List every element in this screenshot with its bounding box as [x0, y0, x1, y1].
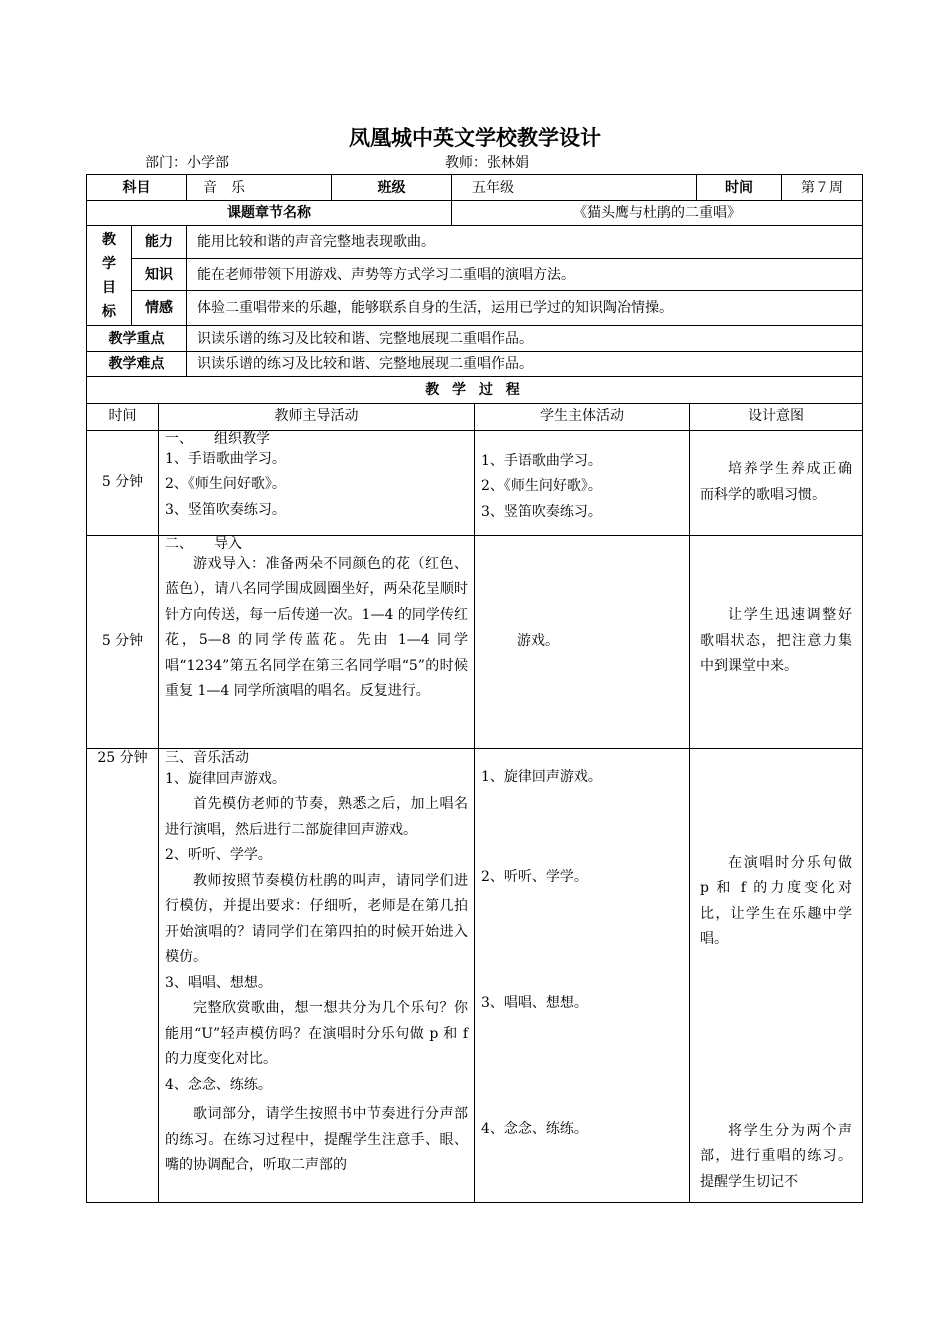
subject-value: 音 乐: [187, 175, 332, 201]
row2-teacher-heading: 二、 导入: [165, 535, 242, 552]
header-student: 学生主体活动: [475, 404, 690, 431]
row3-teacher-body: 完整欣赏歌曲，想一想共分为几个乐句？你能用“U”轻声模仿吗？在演唱时分乐句做 p 和 f 的力度变化对比。: [165, 1000, 468, 1067]
row3-teacher-body: 教师按照节奏模仿杜鹃的叫声，请同学们进行模仿，并提出要求：仔细听，老师是在第几拍开始演唱的？请同学们在第四拍的时候开始进入模仿。: [165, 872, 468, 965]
row3-teacher-body: 首先模仿老师的节奏，熟悉之后，加上唱名进行演唱，然后进行二部旋律回声游戏。: [165, 796, 468, 838]
subject-label: 科目: [87, 175, 187, 201]
goal-ability-text: 能用比较和谐的声音完整地表现歌曲。: [187, 226, 863, 259]
key-point-text: 识读乐谱的练习及比较和谐、完整地展现二重唱作品。: [187, 326, 863, 352]
row3-student-line: 1、旋律回声游戏。: [481, 768, 602, 785]
row2-time: 5 分钟: [87, 535, 159, 748]
goal-knowledge-text: 能在老师带领下用游戏、声势等方式学习二重唱的演唱方法。: [187, 259, 863, 291]
goal-emotion-text: 体验二重唱带来的乐趣，能够联系自身的生活，运用已学过的知识陶冶情操。: [187, 291, 863, 326]
row3-student-line: 2、听听、学学。: [481, 869, 588, 885]
row3-intent-text: 在演唱时分乐句做 p 和 f 的力度变化对比，让学生在乐趣中学唱。: [700, 854, 852, 947]
key-point-label: 教学重点: [87, 326, 187, 352]
row1-student: [475, 430, 690, 535]
goal-ability-label: 能力: [132, 226, 187, 259]
class-value: 五年级: [452, 175, 697, 201]
row1-student-line: 1、手语歌曲学习。: [481, 452, 602, 469]
row3-teacher: [159, 748, 475, 1202]
goals-side-label: 教 学 目 标: [87, 226, 132, 326]
goal-emotion-label: 情感: [132, 291, 187, 326]
department-label: 部门：小学部: [145, 155, 229, 171]
header-intent: 设计意图: [690, 404, 863, 431]
row3-intent: [690, 748, 863, 1202]
info-table: [86, 174, 863, 404]
header-time: 时间: [87, 404, 159, 431]
row3-teacher-item: 3、唱唱、想想。: [165, 974, 272, 991]
row1-teacher-line: 2、《师生问好歌》。: [165, 476, 286, 492]
difficult-point-text: 识读乐谱的练习及比较和谐、完整地展现二重唱作品。: [187, 352, 863, 377]
row2-teacher-body: 游戏导入：准备两朵不同颜色的花（红色、蓝色），请八名同学围成圆圈坐好，两朵花呈顺时针方向传送，每一后传递一次。1—4 的同学传红花，5—8 的同学传蓝花。先由 1—4 同学唱“1234”第五名同学在第三名同学唱“5”的时候重复 1—4 同学所演唱的唱名。反复进行。: [165, 555, 468, 699]
row1-student-line: 3、竖笛吹奏练习。: [481, 503, 602, 520]
header-teacher: 教师主导活动: [159, 404, 475, 431]
row3-teacher-item: 1、旋律回声游戏。: [165, 770, 286, 787]
process-table: [86, 403, 863, 1203]
row3-student: [475, 748, 690, 1202]
teacher-label: 教师：张林娟: [445, 155, 529, 171]
row3-teacher-body: 歌词部分，请学生按照书中节奏进行分声部的练习。在练习过程中，提醒学生注意手、眼、嘴的协调配合，听取二声部的: [165, 1106, 468, 1173]
process-heading: 教 学 过 程: [87, 377, 863, 404]
row1-teacher-line: 3、竖笛吹奏练习。: [165, 501, 286, 518]
row2-intent: 让学生迅速调整好歌唱状态，把注意力集中到课堂中来。: [690, 535, 863, 748]
row1-time: 5 分钟: [87, 430, 159, 535]
row3-teacher-heading: 三、音乐活动: [165, 749, 249, 766]
row2-student: 游戏。: [475, 535, 690, 748]
topic-label: 课题章节名称: [87, 201, 452, 226]
topic-value: 《猫头鹰与杜鹃的二重唱》: [452, 201, 863, 226]
time-label: 时间: [697, 175, 782, 201]
row3-student-line: 3、唱唱、想想。: [481, 994, 588, 1011]
row1-teacher: [159, 430, 475, 535]
class-label: 班级: [332, 175, 452, 201]
row2-teacher: [159, 535, 475, 748]
row3-intent-text: 将学生分为两个声部，进行重唱的练习。提醒学生切记不: [700, 1122, 852, 1190]
row1-teacher-line: 1、手语歌曲学习。: [165, 450, 286, 467]
row3-teacher-item: 2、听听、学学。: [165, 847, 272, 863]
row1-student-line: 2、《师生问好歌》。: [481, 478, 602, 494]
row3-time: 25 分钟: [87, 748, 159, 1202]
difficult-point-label: 教学难点: [87, 352, 187, 377]
document-title: 凤凰城中英文学校教学设计: [349, 126, 601, 150]
row1-intent: 培养学生养成正确而科学的歌唱习惯。: [690, 430, 863, 535]
row3-teacher-item: 4、念念、练练。: [165, 1076, 272, 1093]
row3-student-line: 4、念念、练练。: [481, 1121, 588, 1137]
row1-teacher-line: 一、 组织教学: [165, 430, 270, 447]
goal-knowledge-label: 知识: [132, 259, 187, 291]
time-value: 第７周: [782, 175, 863, 201]
